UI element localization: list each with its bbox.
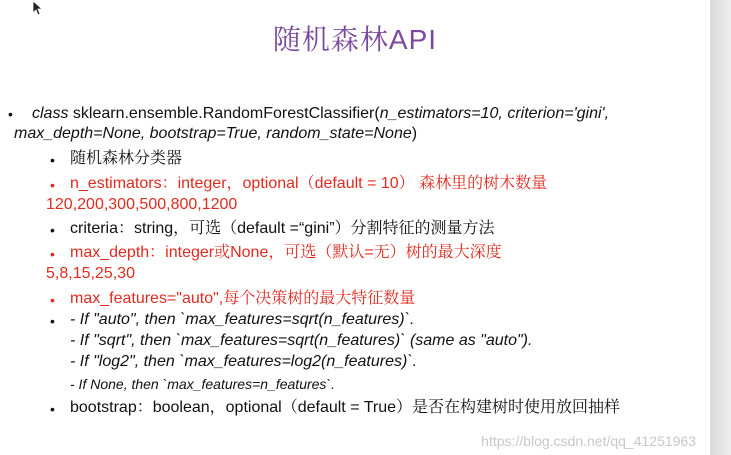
max-features-line: max_features="auto",每个决策树的最大特征数量 xyxy=(70,290,416,307)
n-estimators-values: 120,200,300,500,800,1200 xyxy=(46,196,238,213)
slide-title: 随机森林API xyxy=(272,24,438,55)
max-features-sqrt: - If "sqrt", then `max_features=sqrt(n_features)` (same as "auto"). xyxy=(70,332,533,349)
bullet-dot: • xyxy=(8,106,13,122)
bullet-dot: • xyxy=(50,401,55,417)
class-signature-line1 xyxy=(32,104,609,124)
bullet-dot: • xyxy=(50,313,55,329)
classifier-line: 随机森林分类器 xyxy=(70,150,183,167)
max-features-log2: - If "log2", then `max_features=log2(n_features)`. xyxy=(70,353,418,370)
bullet-dot: • xyxy=(50,222,55,238)
bootstrap-line: bootstrap：boolean，optional（default = True）是否在构建树时使用放回抽样 xyxy=(70,399,620,416)
class-args-1: n_estimators=10, criterion='gini', xyxy=(379,105,610,122)
watermark: https://blog.csdn.net/qq_41251963 xyxy=(481,433,696,449)
bullet-dot: • xyxy=(50,246,55,262)
bullet-dot: • xyxy=(50,177,55,193)
max-depth-values: 5,8,15,25,30 xyxy=(46,265,135,282)
max-features-none: - If None, then `max_features=n_features`. xyxy=(70,376,335,392)
class-keyword: class xyxy=(32,105,69,122)
bullet-dot: • xyxy=(50,292,55,308)
n-estimators-line: n_estimators：integer，optional（default = 10） 森林里的树木数量 xyxy=(70,175,548,192)
class-close-paren: ) xyxy=(411,125,418,142)
max-depth-line: max_depth：integer或None，可选（默认=无）树的最大深度 xyxy=(70,244,502,261)
class-signature-line2 xyxy=(14,124,417,144)
window-edge xyxy=(710,0,731,455)
max-features-auto: - If "auto", then `max_features=sqrt(n_features)`. xyxy=(70,311,415,328)
mouse-cursor-icon xyxy=(32,0,44,16)
class-args-2: max_depth=None, bootstrap=True, random_state=None xyxy=(14,125,412,142)
bullet-dot: • xyxy=(50,152,55,168)
criteria-line: criteria：string，可选（default =“gini”）分割特征的测量方法 xyxy=(70,220,495,237)
class-name: sklearn.ensemble.RandomForestClassifier( xyxy=(68,105,380,122)
